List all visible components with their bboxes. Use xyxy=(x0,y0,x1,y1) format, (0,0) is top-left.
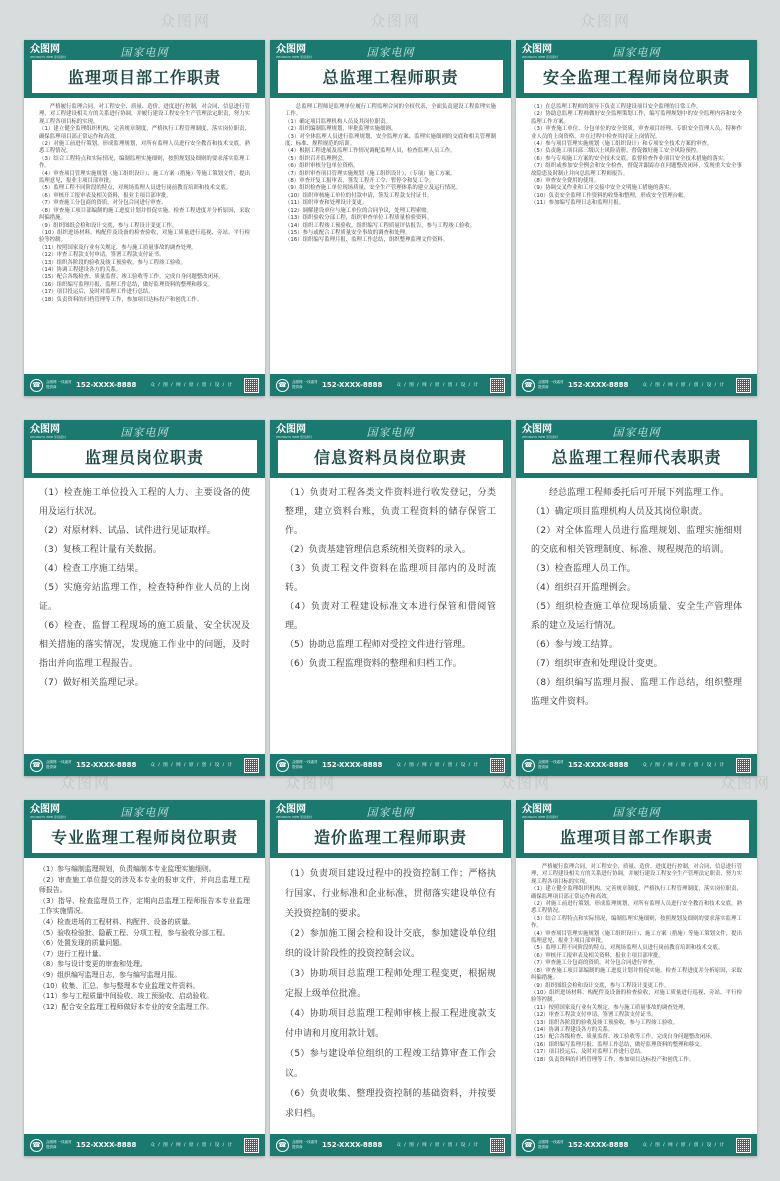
duty-paragraph: （5）监理工程不同阶段的特点，对现场监理人员进行岗前教育培训和技术交底。 xyxy=(39,185,232,192)
duty-paragraph: （7）组织审查和处理设计变更。 xyxy=(531,659,663,669)
qr-code-icon xyxy=(244,758,259,773)
duty-paragraph: （7）审查施工分包商的资质，对分包合同进行审查。 xyxy=(531,960,659,967)
footer-slogan: 众 / 图 / 网 / 原 / 创 / 设 / 计 xyxy=(642,383,726,388)
duty-paragraph: （6）参与竣工结算。 xyxy=(531,640,618,650)
poster-6 xyxy=(516,420,757,776)
logo-subtext: ZHONGTU WEB 原创素材 xyxy=(276,435,312,439)
watermark: 众图网 xyxy=(160,12,212,30)
poster-7 xyxy=(24,800,265,1156)
brand-name: 国家电网 xyxy=(366,806,415,819)
logo-text: 众图网 xyxy=(276,424,306,435)
qr-code-icon xyxy=(736,378,751,393)
duty-paragraph: （3）结合工程特点和实际情况，编制监理实施细则，按照规划及细则的要求落实监理工作。 xyxy=(39,155,250,170)
duty-paragraph: （16）组织编写监理月报、监理工作总结，组织整理监理文件资料。 xyxy=(285,237,449,244)
poster-body xyxy=(516,478,757,754)
logo-subtext: ZHONGTU WEB 原创素材 xyxy=(276,55,312,59)
logo-subtext: ZHONGTU WEB 原创素材 xyxy=(30,815,66,819)
duty-paragraph: （11）组织审查和处理设计变更。 xyxy=(285,200,368,207)
title-box xyxy=(278,820,503,853)
brand-name: 国家电网 xyxy=(366,426,415,439)
poster-footer xyxy=(516,374,757,396)
poster-2 xyxy=(270,40,511,396)
footer-phone: 152-XXXX-8888 xyxy=(322,381,383,389)
footer-phone: 152-XXXX-8888 xyxy=(568,381,629,389)
duty-paragraph: （11）参与工程质量中间验收、竣工预验收、启动验收。 xyxy=(39,992,214,1001)
duty-paragraph: （9）组织图纸会检和设计交底，参与工程设计变更工作。 xyxy=(531,982,670,989)
title-box xyxy=(278,60,503,93)
duty-paragraph: （2）负责基建管理信息系统相关资料的录入。 xyxy=(285,545,471,555)
footer-phone: 152-XXXX-8888 xyxy=(76,761,137,769)
footer-company: 众图网 一线素材提供商 xyxy=(538,760,564,769)
poster-4 xyxy=(24,420,265,776)
footer-company: 众图网 一线素材提供商 xyxy=(292,380,318,389)
duty-paragraph: （10）组织进场材料、构配件及设备的检查验收，对施工质量进行巡视、旁站、平行检验等控制。 xyxy=(39,229,250,244)
logo-text: 众图网 xyxy=(522,44,552,55)
duty-paragraph: （6）参与专项施工方案的安全技术交底，监督检查作业项目安全技术措施的落实。 xyxy=(531,155,729,162)
poster-body xyxy=(24,858,265,1134)
logo-text: 众图网 xyxy=(30,804,60,815)
brand-name: 国家电网 xyxy=(366,46,415,59)
duty-paragraph: （16）组织编写监理月报、监理工作总结，做好监理资料的整理和移交。 xyxy=(531,1041,705,1048)
duty-paragraph: （10）收集、汇总、参与整理本专业监理文件资料。 xyxy=(39,981,200,990)
duty-paragraph: （5）负责施工项目部三级以上风险清册，督促做好施工安全风险预控。 xyxy=(531,148,702,155)
duty-paragraph: （12）配合安全监理工程师做好本专业的安全监理工作。 xyxy=(39,1002,214,1011)
footer-company: 众图网 一线素材提供商 xyxy=(538,1140,564,1149)
brand-name: 国家电网 xyxy=(120,46,169,59)
duty-paragraph: （4）协助项目总监理工程师审核上报工程进度款支付申请和月度用款计划。 xyxy=(285,1009,496,1039)
phone-icon: ☎ xyxy=(30,379,43,392)
title-box xyxy=(278,440,503,473)
poster-title: 专业监理工程师岗位职责 xyxy=(50,828,238,847)
duty-paragraph: （3）审查施工单位、分包单位的安全资质，审查项目经理、专职安全管理人员、特种作业人员的上岗资格，并在过程中检查其持证上岗情况。 xyxy=(531,126,742,140)
poster-body xyxy=(270,98,511,374)
footer-phone: 152-XXXX-8888 xyxy=(322,761,383,769)
footer-phone: 152-XXXX-8888 xyxy=(76,381,137,389)
duty-paragraph: （4）审查项目管理实施规划（施工组织设计）、施工方案（措施）等施工策划文件，提出监理意见，报业主项目部审批。 xyxy=(39,170,250,185)
footer-phone: 152-XXXX-8888 xyxy=(568,761,629,769)
qr-code-icon xyxy=(736,758,751,773)
duty-paragraph: （4）检查工序施工结果。 xyxy=(39,564,144,574)
footer-phone: 152-XXXX-8888 xyxy=(568,1141,629,1149)
duty-paragraph: （16）组织编写监理月报、监理工作总结，做好监理资料的整理和移交。 xyxy=(39,281,213,288)
duty-paragraph: （5）实施旁站监理工作，检查特种作业人员的上岗证。 xyxy=(39,583,250,612)
poster-header xyxy=(516,800,757,858)
qr-code-icon xyxy=(736,1138,751,1153)
brand-name: 国家电网 xyxy=(120,426,169,439)
duty-paragraph: （6）负责工程监理资料的整理和归档工作。 xyxy=(285,659,462,669)
duty-paragraph: （1）确定项目监理机构人员及其岗位职责。 xyxy=(285,118,391,125)
poster-footer xyxy=(516,1134,757,1156)
footer-company: 众图网 一线素材提供商 xyxy=(292,1140,318,1149)
brand-name: 国家电网 xyxy=(612,806,661,819)
logo-subtext: ZHONGTU WEB 原创素材 xyxy=(522,55,558,59)
duty-paragraph: 经总监理工程师委托后可开展下列监理工作。 xyxy=(549,488,730,498)
duty-paragraph: （9）协调交叉作业和工序交接中安全文明施工措施的落实。 xyxy=(531,185,675,192)
duty-paragraph: 严格履行监理合同，对工程安全、质量、造价、进度进行控制，对合同、信息进行管理，对工程建设相关方的关系进行协调，并履行建设工程安全生产管理法定职责，努力实现工程各项目标的实现。 xyxy=(531,864,742,885)
poster-header xyxy=(270,40,511,98)
logo-subtext: ZHONGTU WEB 原创素材 xyxy=(522,435,558,439)
duty-paragraph: （6）检查、监督工程现场的施工质量、安全状况及相关措施的落实情况，发现施工作业中的问题，及时指出并向监理工程报告。 xyxy=(39,621,250,669)
duty-paragraph: （3）结合工程特点和实际情况，编制监理实施细则，按照规划及细则的要求落实监理工作。 xyxy=(531,915,742,930)
poster-title: 监理员岗位职责 xyxy=(84,448,204,467)
phone-icon: ☎ xyxy=(522,759,535,772)
brand-name: 国家电网 xyxy=(120,806,169,819)
phone-icon: ☎ xyxy=(276,759,289,772)
poster-8 xyxy=(270,800,511,1156)
duty-paragraph: （8）审查开复工报审表，签发工程开工令、暂停令和复工令。 xyxy=(285,178,434,185)
footer-company: 众图网 一线素材提供商 xyxy=(46,760,72,769)
title-box xyxy=(524,820,749,853)
poster-body xyxy=(24,478,265,754)
phone-icon: ☎ xyxy=(522,379,535,392)
duty-paragraph: （18）负责资料的归档管理等工作，参加项目达标投产和创优工作。 xyxy=(531,1056,695,1063)
footer-phone: 152-XXXX-8888 xyxy=(322,1141,383,1149)
logo-text: 众图网 xyxy=(276,44,306,55)
poster-header xyxy=(24,800,265,858)
qr-code-icon xyxy=(244,378,259,393)
poster-header xyxy=(24,420,265,478)
title-box xyxy=(524,60,749,93)
duty-paragraph: （5）验收检验批、隐蔽工程、分项工程，参与验收分部工程。 xyxy=(39,928,230,937)
poster-footer xyxy=(516,754,757,776)
duty-paragraph: （8）参与设计变更的审查和处理。 xyxy=(39,960,147,969)
duty-paragraph: （2）参加施工图会检和设计交底，参加建设单位组织的设计阶段性的投资控制会议。 xyxy=(285,929,496,959)
qr-code-icon xyxy=(244,1138,259,1153)
duty-paragraph: （10）负责安全监理工作资料的收集和整理，形成安全管理台帐。 xyxy=(531,192,689,199)
duty-paragraph: （6）审核开工报审表及相关资料，报业主项目部审批。 xyxy=(39,192,172,199)
poster-footer xyxy=(24,374,265,396)
duty-paragraph: （4）参与项目管理实施规划（施工组织设计）和专项安全技术方案的审查。 xyxy=(531,141,713,148)
watermark: 众图网 xyxy=(60,774,112,792)
logo-text: 众图网 xyxy=(276,804,306,815)
duty-paragraph: （18）负责资料的归档管理等工作，参加项目达标投产和创优工作。 xyxy=(39,296,203,303)
duty-paragraph: （3）检查监理人员工作。 xyxy=(531,564,636,574)
duty-paragraph: （7）进行工程计量。 xyxy=(39,949,106,958)
brand-name: 国家电网 xyxy=(612,46,661,59)
poster-title: 总监理工程师代表职责 xyxy=(551,448,722,467)
phone-icon: ☎ xyxy=(276,1139,289,1152)
poster-footer xyxy=(270,1134,511,1156)
qr-code-icon xyxy=(490,1138,505,1153)
logo-text: 众图网 xyxy=(522,424,552,435)
duty-paragraph: （8）审查施工项目部编制的施工进度计划并督促实施，检查工程进度并分析原因，采取纠偏措施。 xyxy=(39,207,250,222)
footer-slogan: 众 / 图 / 网 / 原 / 创 / 设 / 计 xyxy=(642,763,726,768)
duty-paragraph: （1）负责对工程各类文件资料进行收发登记，分类整理，建立资料台账，负责工程资料的储存保管工作。 xyxy=(285,488,496,536)
poster-body xyxy=(270,478,511,754)
duty-paragraph: （14）协调工程建设各方的关系。 xyxy=(531,1026,614,1033)
qr-code-icon xyxy=(490,378,505,393)
phone-icon: ☎ xyxy=(522,1139,535,1152)
duty-paragraph: （1）确定项目监理机构人员及其岗位职责。 xyxy=(531,507,708,517)
duty-paragraph: （4）检查进场的工程材料、构配件、设备的质量。 xyxy=(39,917,195,926)
duty-paragraph: （4）审查项目管理实施规划（施工组织设计）、施工方案（措施）等施工策划文件，提出监理意见，报业主项目部审批。 xyxy=(531,930,742,945)
duty-paragraph: （3）复核工程计量有关数据。 xyxy=(39,545,162,555)
duty-paragraph: （15）配合各级检查、质量监督、竣工验收等工作，完成自身问题整改闭环。 xyxy=(531,1034,716,1041)
title-box xyxy=(32,820,257,853)
duty-paragraph: （12）审查工程款支付申请，签署工程款支付证书。 xyxy=(39,252,165,259)
duty-paragraph: （10）组织进场材料、构配件及设备的检查验收，对施工质量进行巡视、旁站、平行检验等控制。 xyxy=(531,989,742,1004)
duty-paragraph: （5）监理工程不同阶段的特点，对现场监理人员进行岗前教育培训和技术交底。 xyxy=(531,945,724,952)
duty-paragraph: （7）组织或参加安全例会和安全检查，督促并跟踪存在问题整改闭环，发现重大安全事故隐患及时制止并向总监理工程师报告。 xyxy=(531,163,742,177)
duty-paragraph: （12）审查工程款支付申请，签署工程款支付证书。 xyxy=(531,1012,657,1019)
duty-paragraph: （14）协调工程建设各方的关系。 xyxy=(39,266,122,273)
duty-paragraph: （2）对原材料、试品、试件进行见证取样。 xyxy=(39,526,216,536)
duty-paragraph: （10）组织审核施工单位的付款申请，签发工程款支付证书。 xyxy=(285,192,433,199)
duty-paragraph: （3）负责工程文件资料在监理项目部内的及时流转。 xyxy=(285,564,496,593)
poster-title: 监理项目部工作职责 xyxy=(559,828,713,847)
footer-slogan: 众 / 图 / 网 / 原 / 创 / 设 / 计 xyxy=(396,383,480,388)
poster-body xyxy=(516,858,757,1134)
duty-paragraph: （17）项目投运后，及时对监理工作进行总结。 xyxy=(39,289,154,296)
poster-title: 安全监理工程师岗位职责 xyxy=(542,68,730,87)
poster-footer xyxy=(24,1134,265,1156)
footer-slogan: 众 / 图 / 网 / 原 / 创 / 设 / 计 xyxy=(150,1143,234,1148)
watermark: 众图网 xyxy=(720,774,772,792)
logo-text: 众图网 xyxy=(30,424,60,435)
poster-title: 监理项目部工作职责 xyxy=(67,68,221,87)
poster-body xyxy=(270,858,511,1134)
logo-subtext: ZHONGTU WEB 原创素材 xyxy=(30,435,66,439)
duty-paragraph: （15）配合各级检查、质量监督、竣工验收等工作，完成自身问题整改闭环。 xyxy=(39,274,224,281)
poster-3 xyxy=(516,40,757,396)
poster-header xyxy=(24,40,265,98)
poster-title: 信息资料员岗位职责 xyxy=(313,448,467,467)
duty-paragraph: （3）对全体监理人员进行监理规划、安全监理方案、监理实施细则的交底和相关管理制度、标准、规程规范的培训。 xyxy=(285,133,496,148)
poster-body xyxy=(516,98,757,374)
poster-title: 造价监理工程师职责 xyxy=(313,828,467,847)
footer-slogan: 众 / 图 / 网 / 原 / 创 / 设 / 计 xyxy=(150,763,234,768)
duty-paragraph: （11）按照国家及行业有关规定，参与施工质量事故的调查处理。 xyxy=(39,244,197,251)
duty-paragraph: （11）按照国家及行业有关规定，参与施工质量事故的调查处理。 xyxy=(531,1004,689,1011)
footer-company: 众图网 一线素材提供商 xyxy=(538,380,564,389)
poster-footer xyxy=(270,374,511,396)
logo-subtext: ZHONGTU WEB 原创素材 xyxy=(276,815,312,819)
duty-paragraph: （4）组织召开监理例会。 xyxy=(531,583,636,593)
footer-slogan: 众 / 图 / 网 / 原 / 创 / 设 / 计 xyxy=(642,1143,726,1148)
watermark: 众图网 xyxy=(370,12,422,30)
watermark: 众图网 xyxy=(580,12,632,30)
duty-paragraph: （5）组织召开监理例会。 xyxy=(285,155,348,162)
phone-icon: ☎ xyxy=(30,1139,43,1152)
poster-9 xyxy=(516,800,757,1156)
poster-header xyxy=(516,40,757,98)
title-box xyxy=(32,440,257,473)
duty-paragraph: （6）审核开工报审表及相关资料，报业主项目部审批。 xyxy=(531,952,664,959)
duty-paragraph: （12）调解建设单位与施工单位的合同争议，处理工程索赔。 xyxy=(285,207,433,214)
footer-slogan: 众 / 图 / 网 / 原 / 创 / 设 / 计 xyxy=(396,763,480,768)
duty-paragraph: （13）组织各阶段的验收及竣工预验收，参与工程竣工验收。 xyxy=(531,1019,679,1026)
duty-paragraph: （4）根据工程进展及监理工作情况调配监理人员，检查监理人员工作。 xyxy=(285,148,456,155)
title-box xyxy=(524,440,749,473)
poster-footer xyxy=(24,754,265,776)
poster-header xyxy=(516,420,757,478)
brand-name: 国家电网 xyxy=(612,426,661,439)
duty-paragraph: （2）协助总监理工程师做好安全监理策划工作，编写监理规划中的安全监理内容和安全监理工作方案。 xyxy=(531,111,742,125)
poster-5 xyxy=(270,420,511,776)
duty-paragraph: （1）在总监理工程师的领导下负责工程建设项目安全监理的日常工作。 xyxy=(531,104,702,110)
footer-slogan: 众 / 图 / 网 / 原 / 创 / 设 / 计 xyxy=(396,1143,480,1148)
duty-paragraph: （5）协助总监理工程师对受控文件进行管理。 xyxy=(285,640,471,650)
phone-icon: ☎ xyxy=(276,379,289,392)
qr-code-icon xyxy=(490,758,505,773)
duty-paragraph: （8）审查施工项目部编制的施工进度计划并督促实施，检查工程进度并分析原因，采取纠偏措施。 xyxy=(531,967,742,982)
title-box xyxy=(32,60,257,93)
watermark: 众图网 xyxy=(500,774,552,792)
poster-1 xyxy=(24,40,265,396)
footer-phone: 152-XXXX-8888 xyxy=(76,1141,137,1149)
poster-header xyxy=(270,420,511,478)
duty-paragraph: （15）参与或配合工程质量安全事故的调查和处理。 xyxy=(285,229,411,236)
phone-icon: ☎ xyxy=(30,759,43,772)
logo-text: 众图网 xyxy=(30,44,60,55)
duty-paragraph: （2）审查施工单位提交的涉及本专业的报审文件，并向总监理工程师报告。 xyxy=(39,875,250,895)
duty-paragraph: （8）审查安全费用的使用。 xyxy=(531,178,600,185)
duty-paragraph: （5）参与建设单位组织的工程竣工结算审查工作会议。 xyxy=(285,1049,496,1079)
duty-paragraph: （9）组织编写监理日志，参与编写监理月报。 xyxy=(39,970,182,979)
duty-paragraph: （6）负责收集、整理投资控制的基础资料，并按要求归档。 xyxy=(285,1089,496,1119)
poster-body xyxy=(24,98,265,374)
duty-paragraph: （13）组织各阶段的验收及竣工预验收，参与工程竣工验收。 xyxy=(39,259,187,266)
duty-paragraph: （13）组织验收分部工程，组织审查单位工程质量检验资料。 xyxy=(285,215,433,222)
duty-paragraph: 严格履行监理合同，对工程安全、质量、造价、进度进行控制，对合同、信息进行管理，对工程建设相关方的关系进行协调，并履行建设工程安全生产管理法定职责，努力实现工程各项目标的实现。 xyxy=(39,104,250,125)
duty-paragraph: （7）组织审查项目管理实施规划（施工组织设计）、（专项）施工方案。 xyxy=(285,170,456,177)
duty-paragraph: （2）对施工前进行策划，形成监理规划，对所有监理人员进行安全教育和技术交底，熟悉工程情况。 xyxy=(531,901,742,915)
duty-paragraph: （17）项目投运后，及时对监理工作进行总结。 xyxy=(531,1049,646,1056)
duty-paragraph: （7）做好相关监理记录。 xyxy=(39,678,144,688)
duty-paragraph: （4）负责对工程建设标准文本进行保管和借阅管理。 xyxy=(285,602,496,631)
footer-slogan: 众 / 图 / 网 / 原 / 创 / 设 / 计 xyxy=(150,383,234,388)
logo-subtext: ZHONGTU WEB 原创素材 xyxy=(30,55,66,59)
poster-header xyxy=(270,800,511,858)
duty-paragraph: （3）指导、检查监理员工作，定期向总监理工程师报告本专业监理工作实施情况。 xyxy=(39,896,250,916)
duty-paragraph: （14）组织工程竣工预验收，组织编写工程质量评估报告，参与工程竣工验收。 xyxy=(285,222,476,229)
duty-paragraph: （1）负责项目建设过程中的投资控制工作；严格执行国家、行业标准和企业标准，贯彻落实建设单位有关投资控制的要求。 xyxy=(285,869,496,919)
poster-grid xyxy=(24,40,757,1156)
duty-paragraph: （9）组织检查施工单位现场质量、安全生产管理体系的建立及运行情况。 xyxy=(285,185,461,192)
duty-paragraph: （3）协助项目总监理工程师处理工程变更，根据规定报上级单位批准。 xyxy=(285,969,496,999)
duty-paragraph: （1）参与编制监理规划，负责编制本专业监理实施细则。 xyxy=(39,865,216,873)
duty-paragraph: （2）对全体监理人员进行监理规划、监理实施细则的交底和相关管理制度、标准、规程规范的培训。 xyxy=(531,526,742,555)
duty-paragraph: （9）组织图纸会检和设计交底，参与工程设计变更工作。 xyxy=(39,222,178,229)
duty-paragraph: （1）检查施工单位投入工程的人力、主要设备的使用及运行状况。 xyxy=(39,488,250,517)
duty-paragraph: 总监理工程师是监理单位履行工程监理合同的全权代表，全面负责建设工程监理实施工作。 xyxy=(285,104,496,118)
poster-title: 总监理工程师职责 xyxy=(322,68,459,87)
duty-paragraph: （6）组织审核分包单位资格。 xyxy=(285,163,359,170)
duty-paragraph: （7）审查施工分包商的资质，对分包合同进行审查。 xyxy=(39,200,167,207)
footer-company: 众图网 一线素材提供商 xyxy=(292,760,318,769)
duty-paragraph: （2）对施工前进行策划，形成监理规划，对所有监理人员进行安全教育和技术交底，熟悉工程情况。 xyxy=(39,141,250,155)
duty-paragraph: （6）处置发现的质量问题。 xyxy=(39,939,127,948)
logo-subtext: ZHONGTU WEB 原创素材 xyxy=(522,815,558,819)
logo-text: 众图网 xyxy=(522,804,552,815)
duty-paragraph: （2）组织编制监理规划，审批监理实施细则。 xyxy=(285,126,397,133)
footer-company: 众图网 一线素材提供商 xyxy=(46,1140,72,1149)
duty-paragraph: （8）组织编写监理月报、监理工作总结，组织整理监理文件资料。 xyxy=(531,678,742,707)
duty-paragraph: （11）参加编写监理日志和监理月报。 xyxy=(531,200,625,207)
poster-footer xyxy=(270,754,511,776)
watermark: 众图网 xyxy=(285,774,337,792)
duty-paragraph: （5）组织检查施工单位现场质量、安全生产管理体系的建立及运行情况。 xyxy=(531,602,742,631)
duty-paragraph: （1）建立健全监理组织机构，完善规章制度，严格执行工程管理制度，落实岗位职责，确保监理项目部正常运作和高效。 xyxy=(39,126,250,140)
footer-company: 众图网 一线素材提供商 xyxy=(46,380,72,389)
duty-paragraph: （1）建立健全监理组织机构，完善规章制度，严格执行工程管理制度，落实岗位职责，确保监理项目部正常运作和高效。 xyxy=(531,886,742,900)
